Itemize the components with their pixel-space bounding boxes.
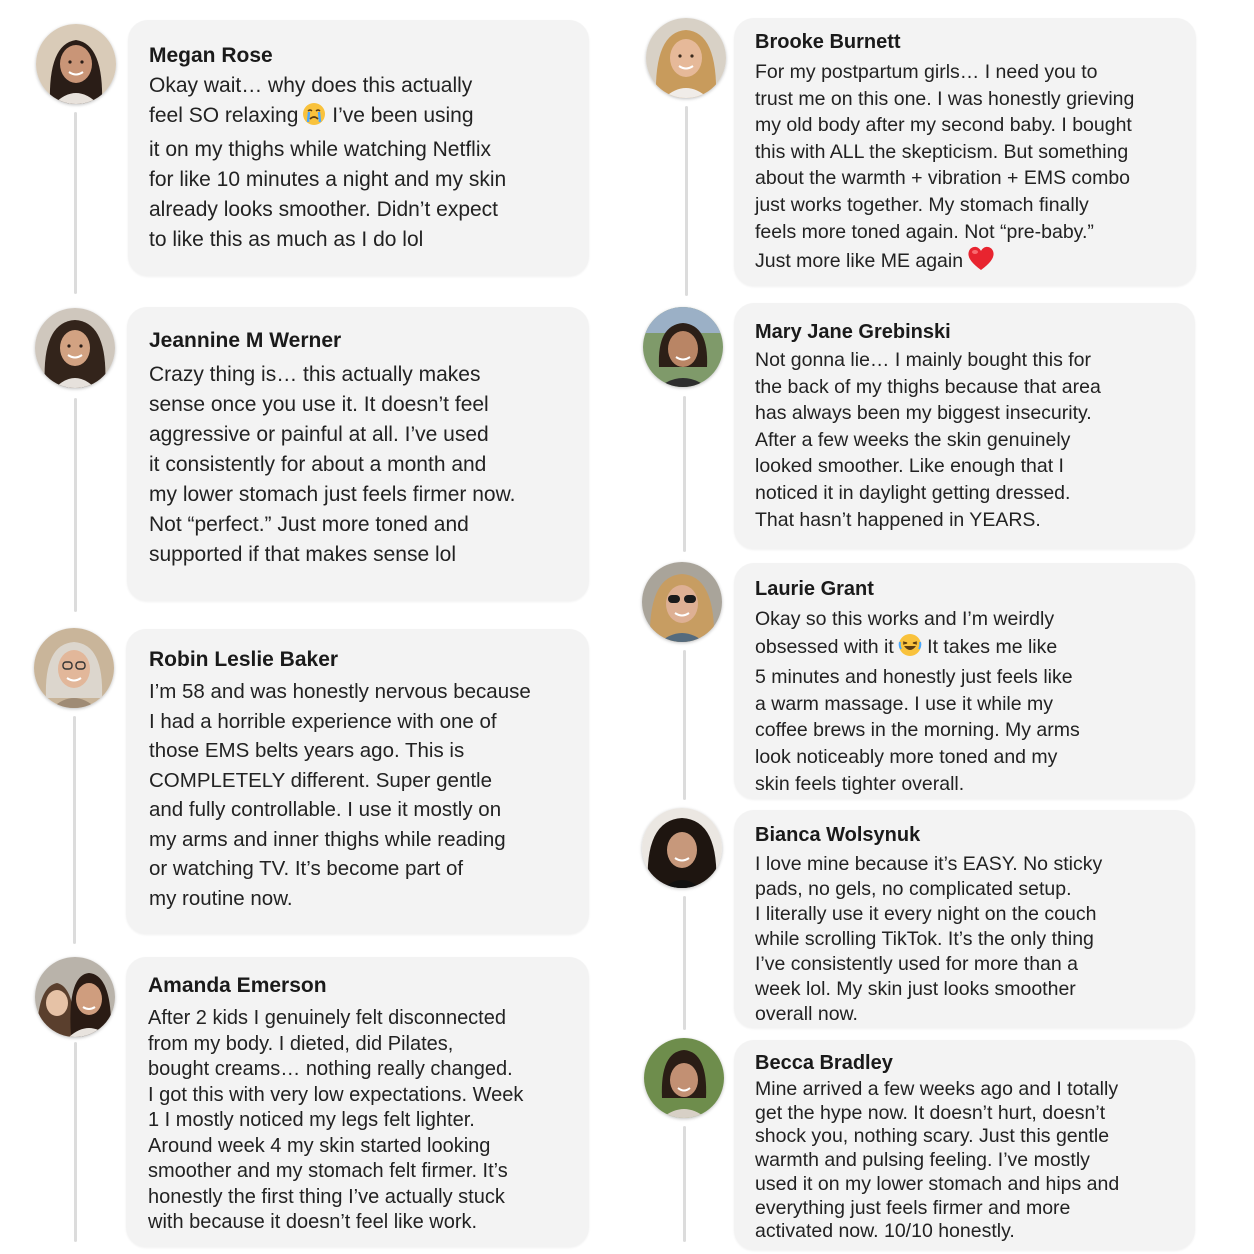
avatar xyxy=(36,24,116,104)
laughing-face-icon xyxy=(898,633,922,665)
reviewer-name: Bianca Wolsynuk xyxy=(755,824,921,846)
reviewer-name: Jeannine M Werner xyxy=(149,329,342,352)
testimonial-card xyxy=(734,303,1195,549)
testimonial-card xyxy=(127,307,589,601)
avatar xyxy=(35,308,115,388)
testimonial-card xyxy=(128,20,589,276)
avatar xyxy=(644,1038,724,1118)
timeline-connector xyxy=(685,106,688,296)
testimonial-card xyxy=(734,810,1195,1028)
review-text: Okay wait… why does this actually feel SO relaxing I’ve been using it on my thighs while watching Netflix for like 10 minutes a night and my skin already looks smoother. Didn’t expect to like this as much as I do lol xyxy=(149,74,507,251)
review-text: For my postpartum girls… I need you to trust me on this one. I was honestly grieving my old body after my second baby. I bought this with ALL the skepticism. But something about the warmth + vibration + EMS combo just works together. My stomach finally feels more toned again. Not “pre-baby.” Just more like ME again xyxy=(755,59,1182,279)
reviewer-name: Becca Bradley xyxy=(755,1052,893,1074)
testimonial-card xyxy=(734,1040,1195,1250)
review-text: After 2 kids I genuinely felt disconnected from my body. I dieted, did Pilates, bought creams… nothing really changed. I got this with very low expectations. Week 1 I mostly noticed my legs felt lighter. Around week 4 my skin started looking smoother and my stomach felt firmer. It’s honestly the first thing I’ve actually stuck with because it doesn’t feel like work. xyxy=(148,1007,524,1233)
testimonial-card xyxy=(734,563,1195,799)
timeline-connector xyxy=(74,398,77,612)
reviewer-name: Amanda Emerson xyxy=(148,974,327,997)
timeline-connector xyxy=(74,112,77,294)
timeline-connector xyxy=(73,716,76,944)
timeline-connector xyxy=(683,896,686,1030)
avatar xyxy=(646,18,726,98)
review-text: I’m 58 and was honestly nervous because I had a horrible experience with one of those EMS belts years ago. This is COMPLETELY different. Super gentle and fully controllable. I use it mostly on my arms and inner thighs while reading or watching TV. It’s become part of my routine now. xyxy=(149,680,531,910)
testimonial-card xyxy=(126,957,589,1247)
reviewer-name: Laurie Grant xyxy=(755,578,874,600)
avatar xyxy=(643,307,723,387)
red-heart-icon xyxy=(967,245,995,279)
review-text: Mine arrived a few weeks ago and I totally get the hype now. It doesn’t hurt, doesn’t shock you, nothing scary. Just this gentle warmth and pulsing feeling. I’ve mostly used it on my lower stomach and hips and everything just feels firmer and more activated now. 10/10 honestly. xyxy=(755,1078,1120,1243)
crying-face-icon xyxy=(302,102,326,135)
review-text: Not gonna lie… I mainly bought this for the back of my thighs because that area has always been my biggest insecurity. After a few weeks the skin genuinely looked smoother. Like enough that I noticed it in daylight getting dressed. That hasn’t happened in YEARS. xyxy=(755,349,1101,531)
avatar xyxy=(642,808,722,888)
review-text: Okay so this works and I’m weirdly obsessed with it It takes me like 5 minutes and honestly just feels like a warm massage. I use it while my coffee brews in the morning. My arms look noticeably more toned and my skin feels tighter overall. xyxy=(755,608,1080,795)
timeline-connector xyxy=(683,396,686,552)
testimonial-card xyxy=(126,629,589,934)
reviewer-name: Robin Leslie Baker xyxy=(149,648,339,671)
testimonial-card xyxy=(734,18,1196,286)
timeline-connector xyxy=(74,1042,77,1242)
timeline-connector xyxy=(683,1126,686,1242)
review-text: I love mine because it’s EASY. No sticky pads, no gels, no complicated setup. I literally use it every night on the couch while scrolling TikTok. It’s the only thing I’ve consistently used for more than a week lol. My skin just looks smoother overall now. xyxy=(755,853,1103,1025)
timeline-connector xyxy=(683,650,686,800)
avatar xyxy=(34,628,114,708)
avatar xyxy=(35,957,115,1037)
reviewer-name: Megan Rose xyxy=(149,44,273,67)
review-text: Crazy thing is… this actually makes sense once you use it. It doesn’t feel aggressive or painful at all. I’ve used it consistently for about a month and my lower stomach just feels firmer now. Not “perfect.” Just more toned and supported if that makes sense lol xyxy=(149,363,516,566)
reviewer-name: Mary Jane Grebinski xyxy=(755,321,951,343)
reviewer-name: Brooke Burnett xyxy=(755,31,901,53)
avatar xyxy=(642,562,722,642)
